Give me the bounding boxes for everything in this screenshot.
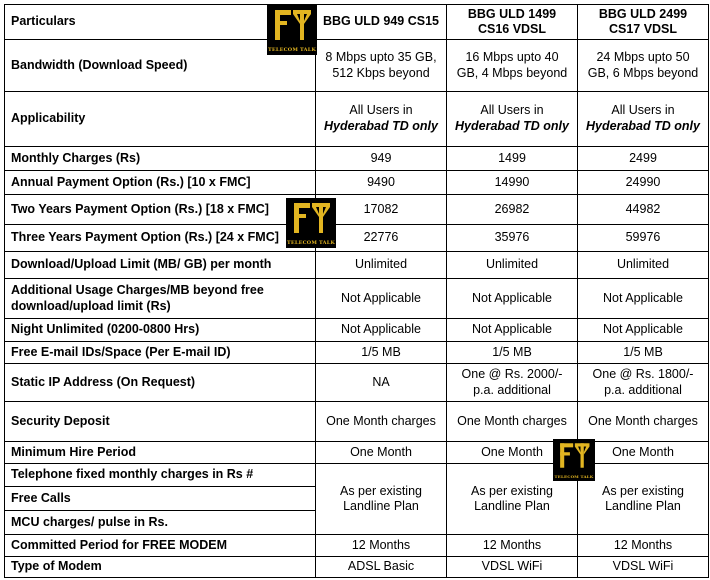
- cell-committed-2499: 12 Months: [578, 535, 709, 556]
- cell-annual-949: 9490: [316, 170, 447, 194]
- cell-two-years-1499: 26982: [447, 195, 578, 224]
- cell-hire-949: One Month: [316, 442, 447, 464]
- cell-two-years-949: 17082: [316, 195, 447, 224]
- telecom-talk-logo: [553, 439, 595, 481]
- row-two-years: [5, 195, 709, 224]
- cell-email-1499: 1/5 MB: [447, 342, 578, 364]
- applicability-region: Hyderabad TD only: [324, 118, 438, 133]
- cell-additional-1499: Not Applicable: [447, 279, 578, 318]
- header-plan-949: BBG ULD 949 CS15: [316, 5, 447, 40]
- header-plan-1499: BBG ULD 1499 CS16 VDSL: [447, 5, 578, 40]
- row-deposit: [5, 401, 709, 441]
- applicability-prefix: All Users in: [611, 103, 675, 118]
- header-row: [5, 5, 709, 40]
- cell-bandwidth-1499: 16 Mbps upto 40 GB, 4 Mbps beyond: [447, 40, 578, 92]
- label-applicability: Applicability: [5, 92, 316, 147]
- row-telephone: [5, 464, 709, 486]
- telecom-talk-logo-icon: [288, 199, 334, 237]
- applicability-prefix: All Users in: [349, 103, 413, 118]
- label-committed: Committed Period for FREE MODEM: [5, 535, 316, 556]
- row-bandwidth: [5, 40, 709, 92]
- label-additional: Additional Usage Charges/MB beyond free download/upload limit (Rs): [5, 279, 316, 318]
- label-bandwidth: Bandwidth (Download Speed): [5, 40, 316, 92]
- cell-deposit-1499: One Month charges: [447, 401, 578, 441]
- row-annual: [5, 170, 709, 194]
- header-plan-2499: BBG ULD 2499 CS17 VDSL: [578, 5, 709, 40]
- label-monthly: Monthly Charges (Rs): [5, 146, 316, 170]
- cell-landline-2499: As per existing Landline Plan: [578, 464, 709, 535]
- cell-night-1499: Not Applicable: [447, 318, 578, 341]
- cell-additional-949: Not Applicable: [316, 279, 447, 318]
- row-email: [5, 342, 709, 364]
- cell-bandwidth-2499: 24 Mbps upto 50 GB, 6 Mbps beyond: [578, 40, 709, 92]
- cell-night-949: Not Applicable: [316, 318, 447, 341]
- row-night: [5, 318, 709, 341]
- row-three-years: [5, 224, 709, 251]
- cell-three-years-949: 22776: [316, 224, 447, 251]
- label-telephone: Telephone fixed monthly charges in Rs #: [5, 464, 316, 486]
- cell-annual-1499: 14990: [447, 170, 578, 194]
- applicability-region: Hyderabad TD only: [586, 118, 700, 133]
- label-deposit: Security Deposit: [5, 401, 316, 441]
- applicability-prefix: All Users in: [480, 103, 544, 118]
- row-limit: [5, 251, 709, 278]
- cell-annual-2499: 24990: [578, 170, 709, 194]
- cell-two-years-2499: 44982: [578, 195, 709, 224]
- label-limit: Download/Upload Limit (MB/ GB) per month: [5, 251, 316, 278]
- cell-monthly-949: 949: [316, 146, 447, 170]
- label-annual: Annual Payment Option (Rs.) [10 x FMC]: [5, 170, 316, 194]
- telecom-talk-logo-icon: [269, 6, 315, 44]
- telecom-talk-logo: [267, 5, 317, 55]
- cell-static-ip-1499: One @ Rs. 2000/- p.a. additional: [447, 364, 578, 401]
- telecom-talk-logo: [286, 198, 336, 248]
- cell-limit-949: Unlimited: [316, 251, 447, 278]
- cell-landline-1499: As per existing Landline Plan: [447, 464, 578, 535]
- row-committed: [5, 535, 709, 556]
- cell-night-2499: Not Applicable: [578, 318, 709, 341]
- header-particulars: Particulars: [5, 5, 316, 40]
- label-two-years: Two Years Payment Option (Rs.) [18 x FMC]: [5, 195, 316, 224]
- cell-applicability-949: [316, 92, 447, 147]
- logo-caption: TELECOM TALK: [554, 474, 594, 479]
- applicability-region: Hyderabad TD only: [455, 118, 569, 133]
- label-mcu: MCU charges/ pulse in Rs.: [5, 511, 316, 535]
- tariff-table: [4, 4, 709, 578]
- cell-bandwidth-949: 8 Mbps upto 35 GB, 512 Kbps beyond: [316, 40, 447, 92]
- cell-modem-2499: VDSL WiFi: [578, 556, 709, 577]
- label-free-calls: Free Calls: [5, 486, 316, 510]
- label-modem: Type of Modem: [5, 556, 316, 577]
- cell-committed-1499: 12 Months: [447, 535, 578, 556]
- label-email: Free E-mail IDs/Space (Per E-mail ID): [5, 342, 316, 364]
- cell-monthly-1499: 1499: [447, 146, 578, 170]
- row-applicability: [5, 92, 709, 147]
- logo-caption: TELECOM TALK: [286, 240, 336, 246]
- cell-modem-949: ADSL Basic: [316, 556, 447, 577]
- cell-limit-2499: Unlimited: [578, 251, 709, 278]
- logo-caption: TELECOM TALK: [267, 47, 317, 53]
- cell-email-2499: 1/5 MB: [578, 342, 709, 364]
- row-static-ip: [5, 364, 709, 401]
- cell-applicability-1499: [447, 92, 578, 147]
- label-hire: Minimum Hire Period: [5, 442, 316, 464]
- row-additional: [5, 279, 709, 318]
- cell-three-years-1499: 35976: [447, 224, 578, 251]
- cell-hire-1499: One Month: [447, 442, 578, 464]
- label-three-years: Three Years Payment Option (Rs.) [24 x FMC]: [5, 224, 316, 251]
- row-modem: [5, 556, 709, 577]
- telecom-talk-logo-icon: [555, 440, 593, 471]
- cell-additional-2499: Not Applicable: [578, 279, 709, 318]
- cell-email-949: 1/5 MB: [316, 342, 447, 364]
- cell-three-years-2499: 59976: [578, 224, 709, 251]
- cell-deposit-2499: One Month charges: [578, 401, 709, 441]
- cell-static-ip-949: NA: [316, 364, 447, 401]
- cell-limit-1499: Unlimited: [447, 251, 578, 278]
- cell-static-ip-2499: One @ Rs. 1800/- p.a. additional: [578, 364, 709, 401]
- row-hire: [5, 442, 709, 464]
- label-static-ip: Static IP Address (On Request): [5, 364, 316, 401]
- cell-modem-1499: VDSL WiFi: [447, 556, 578, 577]
- cell-deposit-949: One Month charges: [316, 401, 447, 441]
- row-monthly: [5, 146, 709, 170]
- cell-hire-2499: One Month: [578, 442, 709, 464]
- label-night: Night Unlimited (0200-0800 Hrs): [5, 318, 316, 341]
- cell-monthly-2499: 2499: [578, 146, 709, 170]
- cell-landline-949: As per existing Landline Plan: [316, 464, 447, 535]
- cell-applicability-2499: [578, 92, 709, 147]
- cell-committed-949: 12 Months: [316, 535, 447, 556]
